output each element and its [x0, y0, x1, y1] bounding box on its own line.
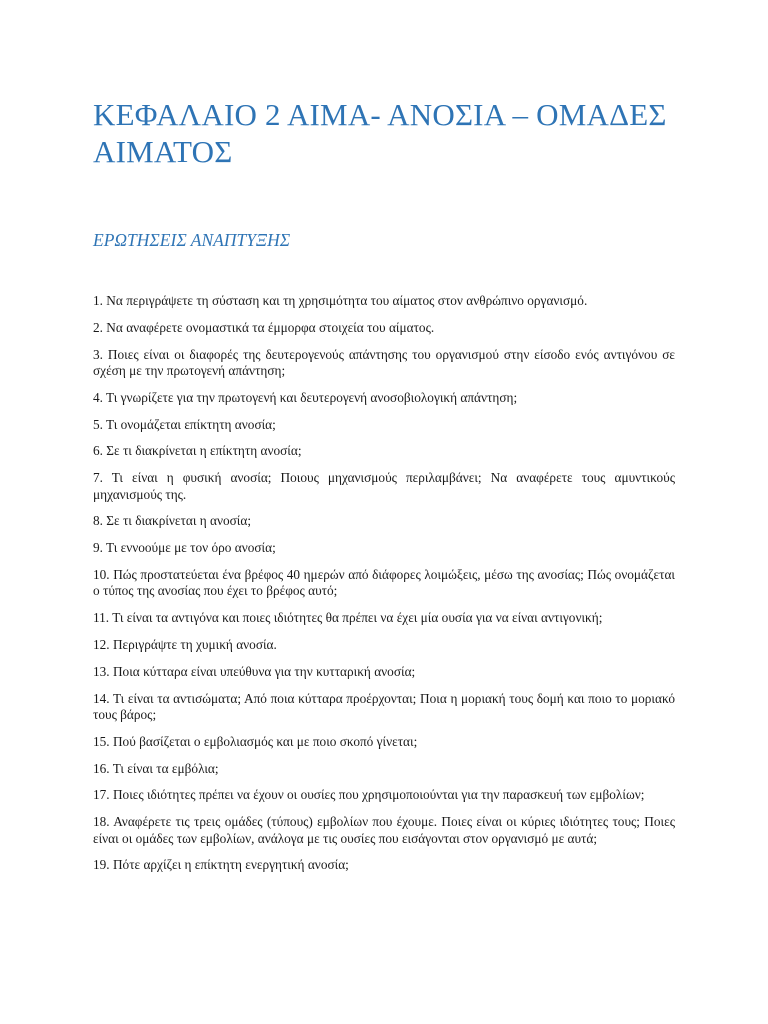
question-item: 8. Σε τι διακρίνεται η ανοσία;	[93, 513, 252, 529]
question-item: 6. Σε τι διακρίνεται η επίκτητη ανοσία;	[93, 443, 302, 459]
question-item: 12. Περιγράψτε τη χυμική ανοσία.	[93, 636, 277, 652]
question-item: 10. Πώς προστατεύεται ένα βρέφος 40 ημερών από διάφορες λοιμώξεις, μέσω της ανοσίας; Πώς ονομάζεται ο τύπος της ανοσίας που έχει το βρέφος αυτό;	[93, 566, 675, 599]
question-item: 9. Τι εννοούμε με τον όρο ανοσία;	[93, 540, 276, 556]
question-item: 18. Αναφέρετε τις τρεις ομάδες (τύπους) εμβολίων που έχουμε. Ποιες είναι οι κύριες ιδιότητες τους; Ποιες είναι οι ομάδες των εμβολίων, ανάλογα με τις ουσίες που εισάγονται στον οργανισμό με αυτά;	[93, 814, 675, 846]
question-item: 16. Τι είναι τα εμβόλια;	[93, 760, 219, 776]
question-item: 1. Να περιγράψετε τη σύσταση και τη χρησιμότητα του αίματος στον ανθρώπινο οργανισμό.	[93, 293, 588, 308]
question-item: 14. Τι είναι τα αντισώματα; Από ποια κύτταρα προέρχονται; Ποια η μοριακή τους δομή και ποιο το μοριακό τους βάρος;	[93, 690, 675, 722]
question-item: 17. Ποιες ιδιότητες πρέπει να έχουν οι ουσίες που χρησιμοποιούνται για την παρασκευή των εμβολίων;	[93, 787, 645, 803]
document-page	[93, 96, 675, 873]
question-item: 4. Τι γνωρίζετε για την πρωτογενή και δευτερογενή ανοσοβιολογική απάντηση;	[93, 389, 518, 405]
question-item: 7. Τι είναι η φυσική ανοσία; Ποιους μηχανισμούς περιλαμβάνει; Να αναφέρετε τους αμυντικούς μηχανισμούς της.	[93, 470, 675, 502]
section-subtitle: ΕΡΩΤΗΣΕΙΣ ΑΝΑΠΤΥΞΗΣ	[93, 230, 291, 250]
question-item: 15. Πού βασίζεται ο εμβολιασμός και με ποιο σκοπό γίνεται;	[93, 733, 418, 749]
question-item: 13. Ποια κύτταρα είναι υπεύθυνα για την κυτταρική ανοσία;	[93, 663, 416, 679]
chapter-title: ΚΕΦΑΛΑΙΟ 2 ΑΙΜΑ- ΑΝΟΣΙΑ – ΟΜΑΔΕΣ ΑΙΜΑΤΟΣ	[93, 97, 667, 169]
question-item: 3. Ποιες είναι οι διαφορές της δευτερογενούς απάντησης του οργανισμού στην είσοδο ενός αντιγόνου σε σχέση με την πρωτογενή απάντηση;	[93, 346, 675, 378]
question-item: 5. Τι ονομάζεται επίκτητη ανοσία;	[93, 416, 276, 432]
question-item: 11. Τι είναι τα αντιγόνα και ποιες ιδιότητες θα πρέπει να έχει μία ουσία για να είναι αντιγονική;	[93, 610, 603, 626]
question-item: 19. Πότε αρχίζει η επίκτητη ενεργητική ανοσία;	[93, 857, 349, 873]
question-item: 2. Να αναφέρετε ονομαστικά τα έμμορφα στοιχεία του αίματος.	[93, 319, 435, 335]
question-list	[93, 293, 675, 884]
